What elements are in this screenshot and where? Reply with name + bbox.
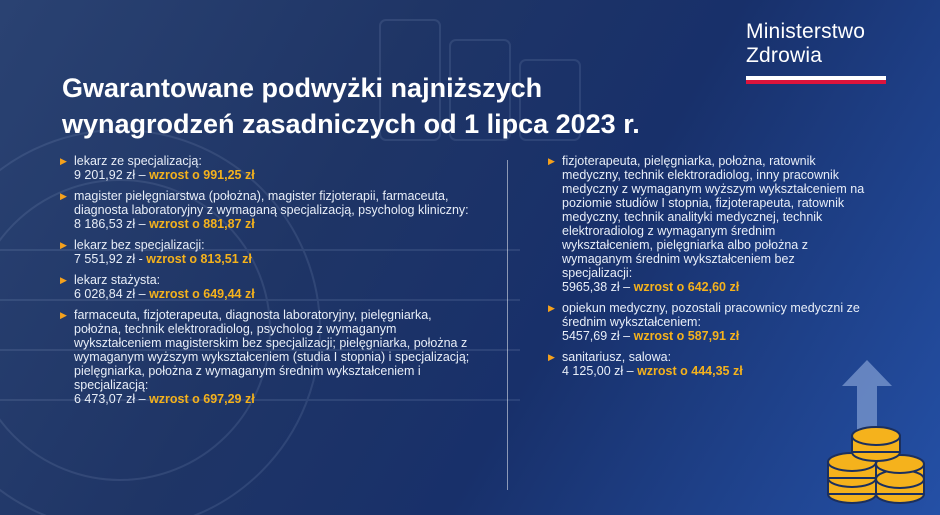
bullet-icon: ▶	[548, 352, 555, 362]
polish-flag-stripe	[746, 76, 886, 84]
dotted-up-arrow-icon	[842, 360, 892, 430]
bullet-icon: ▶	[548, 156, 555, 166]
position-description: sanitariusz, salowa:	[562, 350, 672, 364]
list-item	[60, 273, 480, 301]
ministry-logo	[746, 20, 896, 84]
title-line-2: wynagrodzeń zasadniczych od 1 lipca 2023 r.	[62, 109, 640, 139]
coins-arrow-icon	[822, 360, 932, 510]
raise-value: wzrost o 991,25 zł	[149, 168, 255, 182]
position-description: magister pielęgniarstwa (położna), magister fizjoterapii, farmaceuta, diagnosta laboratoryjny z wymaganą specjalizacją, psycholog kliniczny:	[74, 189, 469, 217]
bullet-icon: ▶	[60, 156, 67, 166]
list-item	[60, 154, 480, 182]
position-description: lekarz ze specjalizacją:	[74, 154, 202, 168]
logo-line-1: Ministerstwo	[746, 20, 866, 43]
list-item	[60, 308, 480, 406]
right-salary-list	[548, 154, 868, 385]
title-line-1: Gwarantowane podwyżki najniższych	[62, 73, 543, 103]
list-item	[548, 154, 868, 294]
list-item	[548, 350, 868, 378]
left-salary-list	[60, 154, 480, 413]
salary-value: 8 186,53 zł –	[74, 217, 146, 231]
raise-value: wzrost o 587,91 zł	[633, 329, 740, 343]
raise-value: wzrost o 649,44 zł	[149, 287, 255, 301]
raise-value: wzrost o 813,51 zł	[146, 252, 252, 266]
salary-value: 5965,38 zł –	[562, 280, 631, 294]
salary-value: 4 125,00 zł –	[562, 364, 634, 378]
salary-value: 6 028,84 zł –	[74, 287, 146, 301]
position-description: opiekun medyczny, pozostali pracownicy medyczni ze średnim wykształceniem:	[562, 301, 860, 329]
bullet-icon: ▶	[60, 240, 67, 250]
position-description: lekarz bez specjalizacji:	[74, 238, 205, 252]
bullet-icon: ▶	[60, 275, 67, 285]
raise-value: wzrost o 642,60 zł	[633, 280, 740, 294]
salary-value: 6 473,07 zł –	[74, 392, 146, 406]
bullet-icon: ▶	[60, 310, 67, 320]
bullet-icon: ▶	[60, 191, 67, 201]
salary-value: 7 551,92 zł -	[74, 252, 143, 266]
position-description: fizjoterapeuta, pielęgniarka, położna, ratownik medyczny, technik elektroradiolog, inny pracownik medyczny z wymaganym wyższym wykształceniem na poziomie studiów I stopnia, fizjoterapeuta, ratownik medyczny, technik analityki medycznej, technik elektroradiolog z wymaganym średnim wykształceniem, pielęgniarka albo położna z wymaganym średnim wykształceniem bez specjalizacji:	[562, 154, 865, 280]
salary-value: 5457,69 zł –	[562, 329, 631, 343]
raise-value: wzrost o 444,35 zł	[637, 364, 743, 378]
list-item	[60, 189, 480, 231]
salary-value: 9 201,92 zł –	[74, 168, 146, 182]
list-item	[548, 301, 868, 343]
bullet-icon: ▶	[548, 303, 555, 313]
position-description: lekarz stażysta:	[74, 273, 161, 287]
list-item	[60, 238, 480, 266]
logo-line-2: Zdrowia	[746, 44, 823, 67]
position-description: farmaceuta, fizjoterapeuta, diagnosta laboratoryjny, pielęgniarka, położna, technik elektroradiolog, psycholog z wymaganym wykształceniem magisterskim bez specjalizacji; pielęgniarka, położna z wymaganym wyższym wykształceniem (studia I stopnia) i specjalizacją; pielęgniarka, położna z wymaganym średnim wykształceniem i specjalizacją:	[74, 308, 470, 392]
raise-value: wzrost o 881,87 zł	[149, 217, 255, 231]
raise-value: wzrost o 697,29 zł	[149, 392, 255, 406]
page-title	[62, 70, 742, 142]
column-divider	[507, 160, 508, 490]
